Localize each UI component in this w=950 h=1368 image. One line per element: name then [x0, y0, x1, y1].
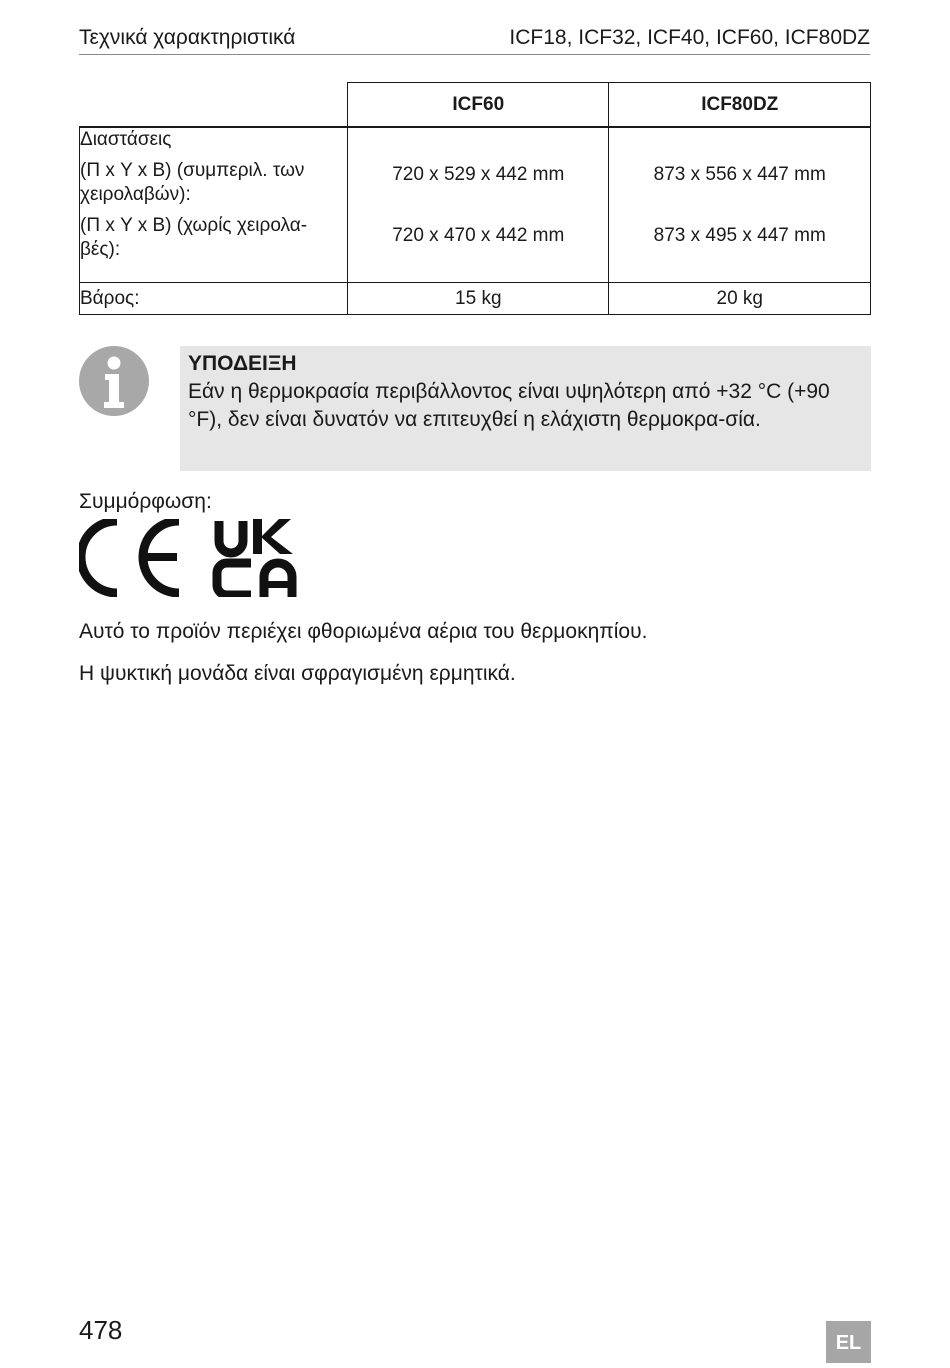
note-box — [180, 346, 871, 471]
page-number: 478 — [79, 1315, 123, 1345]
page-header — [79, 26, 870, 55]
note-text: Εάν η θερμοκρασία περιβάλλοντος είναι υψηλότερη από +32 °C (+90 °F), δεν είναι δυνατόν να επιτευχθεί η ελάχιστη θερμοκρα-σία. — [188, 380, 830, 431]
blank-header-cell — [80, 83, 348, 128]
section-title: Τεχνικά χαρακτηριστικά — [79, 26, 296, 49]
dimensions-icf60-cell — [348, 127, 609, 283]
spec-table — [79, 82, 871, 315]
dimensions-label-cell — [80, 127, 348, 283]
ukca-mark-icon — [217, 519, 293, 597]
table-row-dimensions — [80, 127, 871, 283]
icf80dz-without-handles-value: 873 x 495 x 447 mm — [653, 225, 826, 246]
conformity-marks — [79, 519, 319, 597]
info-icon — [79, 346, 149, 416]
sealed-paragraph: Η ψυκτική μονάδα είναι σφραγισμένη ερμητικά. — [79, 662, 516, 685]
gases-paragraph: Αυτό το προϊόν περιέχει φθοριωμένα αέρια του θερμοκηπίου. — [79, 620, 648, 643]
dimensions-with-handles-label: (Π x Υ x Β) (συμπεριλ. των χειρολαβών): — [80, 160, 305, 205]
note-title: ΥΠΟΔΕΙΞΗ — [188, 352, 297, 375]
col-header-icf60: ICF60 — [348, 83, 609, 128]
language-tab: EL — [826, 1321, 871, 1363]
dimensions-without-handles-label: (Π x Υ x Β) (χωρίς χειρολα-βές): — [80, 215, 308, 260]
model-list: ICF18, ICF32, ICF40, ICF60, ICF80DZ — [509, 26, 870, 49]
table-header-row — [80, 83, 871, 128]
icf60-with-handles-value: 720 x 529 x 442 mm — [392, 164, 565, 185]
table-row-weight — [80, 283, 871, 315]
weight-icf60-cell: 15 kg — [348, 283, 609, 315]
dimensions-title: Διαστάσεις — [80, 129, 172, 150]
col-header-icf80dz: ICF80DZ — [609, 83, 871, 128]
weight-icf80dz-cell: 20 kg — [609, 283, 871, 315]
conformity-label: Συμμόρφωση: — [79, 490, 212, 513]
icf60-without-handles-value: 720 x 470 x 442 mm — [392, 225, 565, 246]
ce-mark-icon — [81, 521, 179, 593]
weight-label-cell: Βάρος: — [80, 283, 348, 315]
icf80dz-with-handles-value: 873 x 556 x 447 mm — [653, 164, 826, 185]
dimensions-icf80dz-cell — [609, 127, 871, 283]
